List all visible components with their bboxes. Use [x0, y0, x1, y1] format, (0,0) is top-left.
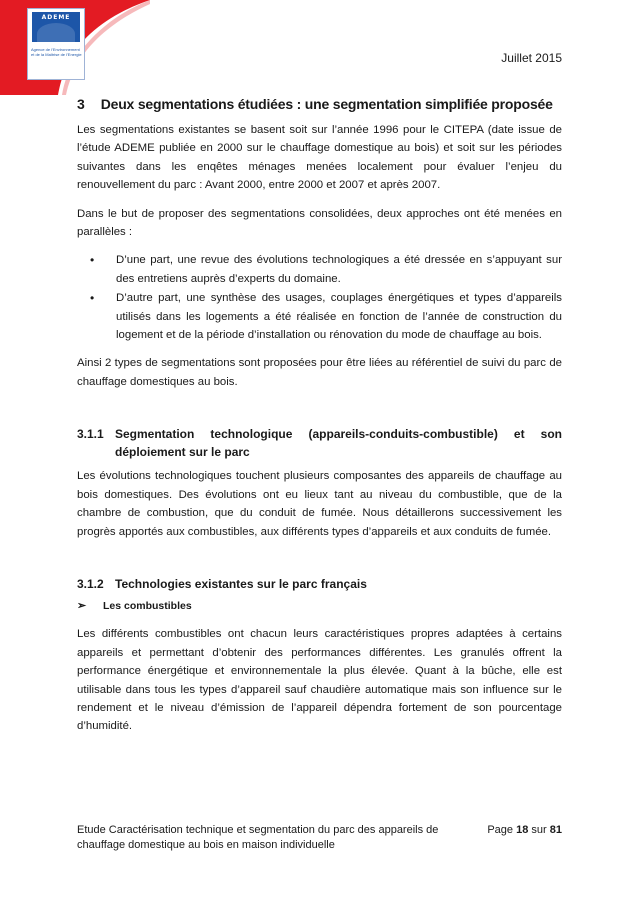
bullet-icon: • — [90, 291, 95, 306]
footer-document-title: Etude Caractérisation technique et segmentation du parc des appareils de chauffage domestique au bois en maison individuelle — [77, 824, 439, 851]
section-number: 3.1.1 — [77, 427, 104, 442]
paragraph: Dans le but de proposer des segmentations consolidées, deux approches ont été menées en parallèles : — [77, 207, 562, 239]
logo-subtitle: Agence de l'Environnement et de la Maîtrise de l'Energie — [31, 47, 82, 57]
page-label: Page — [487, 824, 514, 836]
subheading-combustibles — [77, 597, 562, 615]
section-3-1-2-heading — [77, 575, 562, 593]
paragraph: Les différents combustibles ont chacun leurs caractéristiques propres adaptées à certains appareils et permettant d’obtenir des performances différentes. Les granulés offrent la performance énergétique et environnementale la plus élevée. Quant à la bûche, elle est utilisable dans tous les types d’appareil sauf chaudière automatique mais son influence sur le rendement et le niveau d’émission de l’appareil dépendra fortement de son pourcentage d’humidité. — [77, 628, 562, 733]
paragraph: Ainsi 2 types de segmentations sont proposées pour être liées au référentiel de suivi du parc de chauffage domestiques au bois. — [77, 357, 562, 388]
section-3-heading — [77, 94, 562, 114]
arrow-bullet-icon: ➢ — [77, 599, 87, 612]
section-number: 3 — [77, 96, 85, 112]
list-item-text: D’une part, une revue des évolutions technologiques a été dressée en s’appuyant sur des entretiens auprès d’experts du domaine. — [116, 254, 562, 285]
paragraph: Les évolutions technologiques touchent plusieurs composantes des appareils de chauffage au bois domestiques. Des évolutions ont eu lieux tant au niveau du combustible, que de la chambre de combustion, que du conduit de fumée. Nous détaillerons successivement les progrès apportés aux combustibles, aux différents types d’appareils et aux conduits de fumée. — [77, 470, 562, 538]
logo-text: ADEME — [41, 14, 71, 21]
main-content — [77, 94, 562, 746]
ademe-logo — [27, 8, 85, 80]
bullet-list — [77, 251, 562, 344]
section-number: 3.1.2 — [77, 576, 104, 591]
footer-page-number — [487, 823, 562, 838]
section-title: Segmentation technologique (appareils-conduits-combustible) et son déploiement sur le parc — [115, 427, 562, 460]
section-title: Technologies existantes sur le parc français — [115, 576, 367, 591]
logo-arc-shape — [37, 23, 75, 45]
page-current: 18 — [516, 824, 529, 836]
section-3-1-1-heading — [77, 425, 562, 461]
bullet-icon: • — [90, 253, 95, 268]
list-item-text: D’autre part, une synthèse des usages, couplages énergétiques et types d’appareils utilisés dans les logements a été réalisée en fonction de l’année de construction du logement et de la période d’installation ou rénovation du mode de chauffage au bois. — [116, 292, 562, 342]
list-item — [77, 289, 562, 344]
page-total: 81 — [549, 824, 562, 836]
section-title: Deux segmentations étudiées : une segmentation simplifiée proposée — [100, 96, 553, 112]
header-date: Juillet 2015 — [501, 51, 562, 65]
subheading-text: Les combustibles — [103, 599, 192, 612]
list-item — [77, 251, 562, 288]
page-sep: sur — [531, 824, 547, 836]
paragraph: Les segmentations existantes se basent soit sur l’année 1996 pour le CITEPA (date issue de l’étude ADEME publiée en 2000 sur le chauffage domestique au bois) et soit sur les périodes suivantes dans les enqêtes ménages menées localement pour évaluer l’enjeu du renouvellement du parc : Avant 2000, entre 2000 et 2007 et après 2007. — [77, 124, 562, 192]
